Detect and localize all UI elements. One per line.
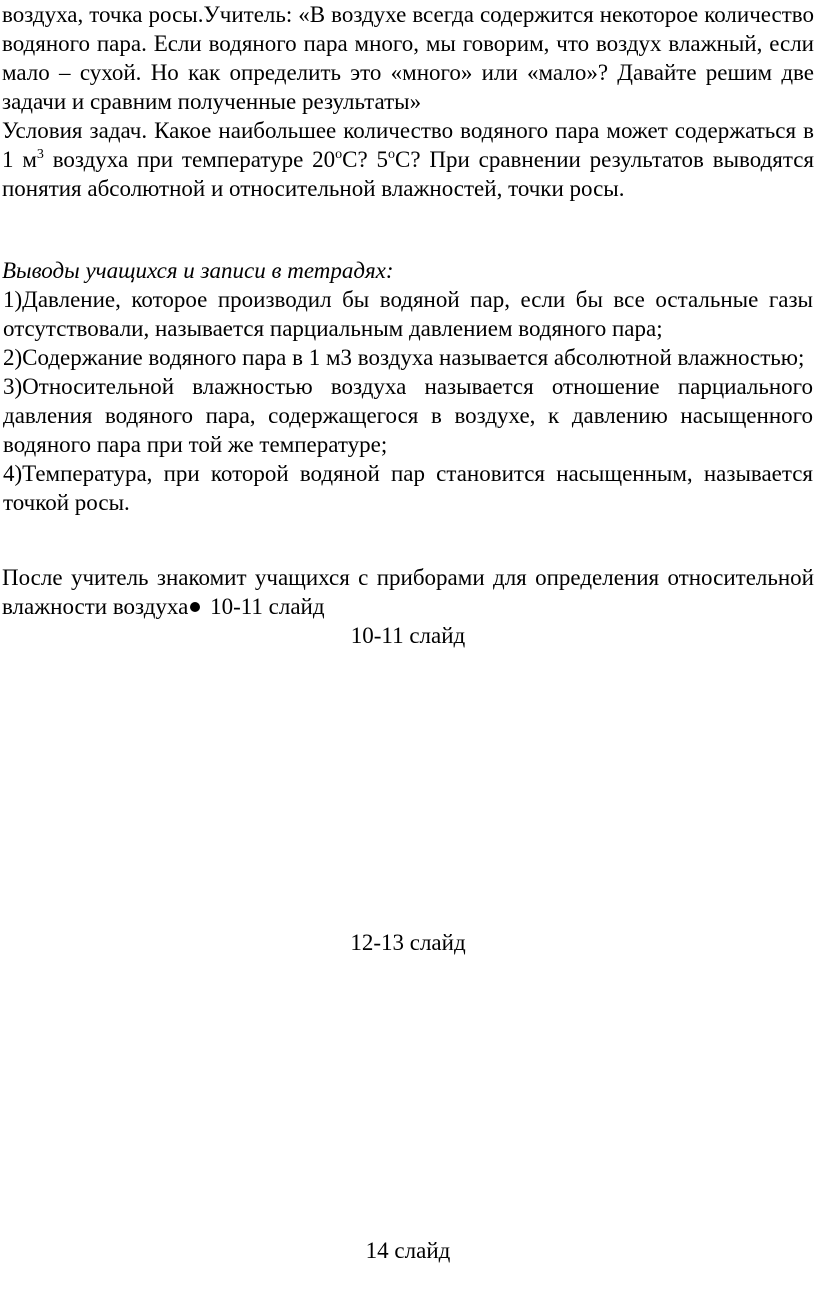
task-conditions-paragraph: [2, 116, 814, 203]
conclusions-heading: Выводы учащихся и записи в тетрадях:: [2, 258, 394, 283]
inline-slide-ref: 10-11 слайд: [204, 594, 325, 619]
conclusion-item-4: 4)Температура, при которой водяной пар становится насыщенным, называется точкой росы.: [3, 461, 813, 515]
degree-superscript: o: [335, 147, 343, 162]
task-text-part-1: Условия задач. Какое наибольшее количество водяного пара может содержаться в 1 м: [2, 118, 814, 172]
task-text-part-3: С? 5: [342, 147, 389, 172]
conclusion-item-2: 2)Содержание водяного пара в 1 м3 воздуха называется абсолютной влажностью;: [3, 345, 805, 370]
instruments-paragraph: [2, 563, 814, 621]
conclusions-list: [3, 285, 813, 517]
slide-caption-12-13: 12-13 слайд: [350, 930, 466, 955]
cubic-superscript: 3: [36, 147, 44, 162]
slide-caption-10-11: 10-11 слайд: [350, 623, 466, 648]
degree-superscript: o: [388, 147, 396, 162]
task-text-part-4: С? При сравнении результатов выводятся понятия абсолютной и относительной влажностей, точки росы.: [2, 147, 814, 201]
bullet-icon: [190, 602, 200, 612]
instruments-text: После учитель знакомит учащихся с приборами для определения относительной влажности воздуха: [2, 565, 814, 619]
slide-caption-14: 14 слайд: [365, 1238, 451, 1263]
intro-paragraph: [2, 0, 814, 116]
task-text-part-2: воздуха при температуре 20: [43, 147, 336, 172]
conclusion-item-3: 3)Относительной влажностью воздуха называется отношение парциального давления водяного пара, содержащегося в воздухе, к давлению насыщенного водяного пара при той же температуре;: [3, 374, 813, 457]
conclusion-item-1: 1)Давление, которое производил бы водяной пар, если бы все остальные газы отсутствовали, называется парциальным давлением водяного пара;: [3, 287, 813, 341]
intro-text: воздуха, точка росы.Учитель: «В воздухе всегда содержится некоторое количество водяного пара. Если водяного пара много, мы говорим, что воздух влажный, если мало – сухой. Но как определить это «много» или «мало»? Давайте решим две задачи и сравним полученные результаты»: [2, 2, 814, 114]
